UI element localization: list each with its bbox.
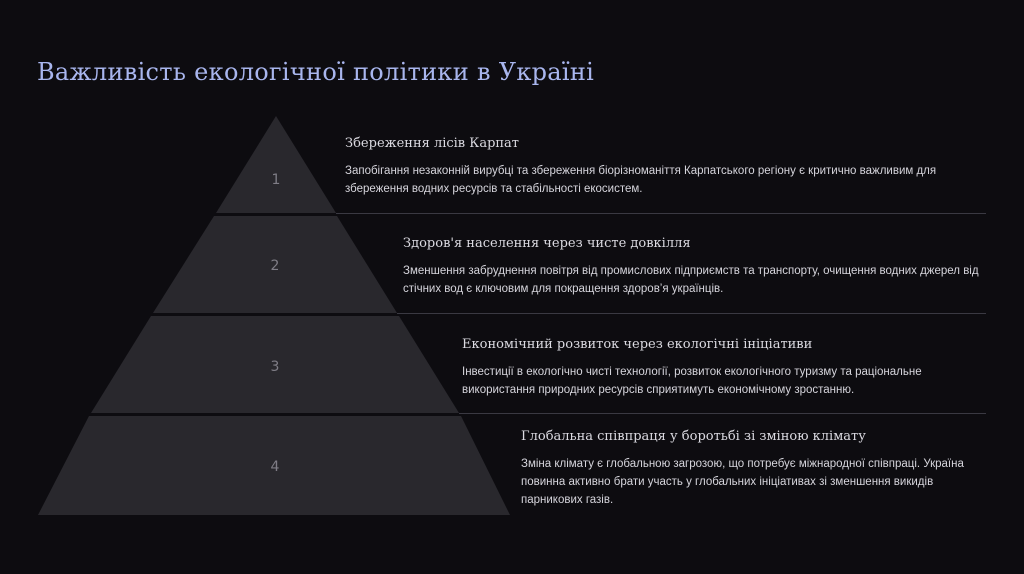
- level-item-1: [345, 136, 970, 198]
- level-number-1: 1: [271, 172, 281, 188]
- level-item-3: [462, 337, 967, 399]
- level-heading-2: Здоров'я населення через чисте довкілля: [403, 236, 691, 251]
- level-heading-4: Глобальна співпраця у боротьбі зі зміною клімату: [521, 429, 866, 444]
- level-item-2: [403, 236, 983, 298]
- slide-title: Важливість екологічної політики в Україні: [37, 58, 595, 86]
- level-item-4: [521, 429, 976, 509]
- level-number-2: 2: [270, 258, 280, 274]
- divider-3: [459, 413, 986, 414]
- level-description-4: Зміна клімату є глобальною загрозою, що потребує міжнародної співпраці. Україна повинна активно брати участь у глобальних ініціативах зі зменшення викидів парникових газів.: [521, 458, 964, 506]
- level-heading-1: Збереження лісів Карпат: [345, 136, 519, 151]
- pyramid-level-1: [216, 116, 336, 213]
- level-description-1: Запобігання незаконній вирубці та збереження біорізноманіття Карпатського регіону є критично важливим для збереження водних ресурсів та стабільності екосистем.: [345, 165, 937, 195]
- level-description-3: Інвестиції в екологічно чисті технології, розвиток екологічного туризму та раціональне використання природних ресурсів сприятимуть економічному зростанню.: [462, 366, 922, 396]
- divider-2: [397, 313, 986, 314]
- level-description-2: Зменшення забруднення повітря від промислових підприємств та транспорту, очищення водних джерел від стічних вод є ключовим для покращення здоров’я українців.: [403, 265, 979, 295]
- divider-1: [336, 213, 986, 214]
- level-number-3: 3: [270, 359, 280, 375]
- level-number-4: 4: [270, 459, 280, 475]
- level-heading-3: Економічний розвиток через екологічні ініціативи: [462, 337, 813, 352]
